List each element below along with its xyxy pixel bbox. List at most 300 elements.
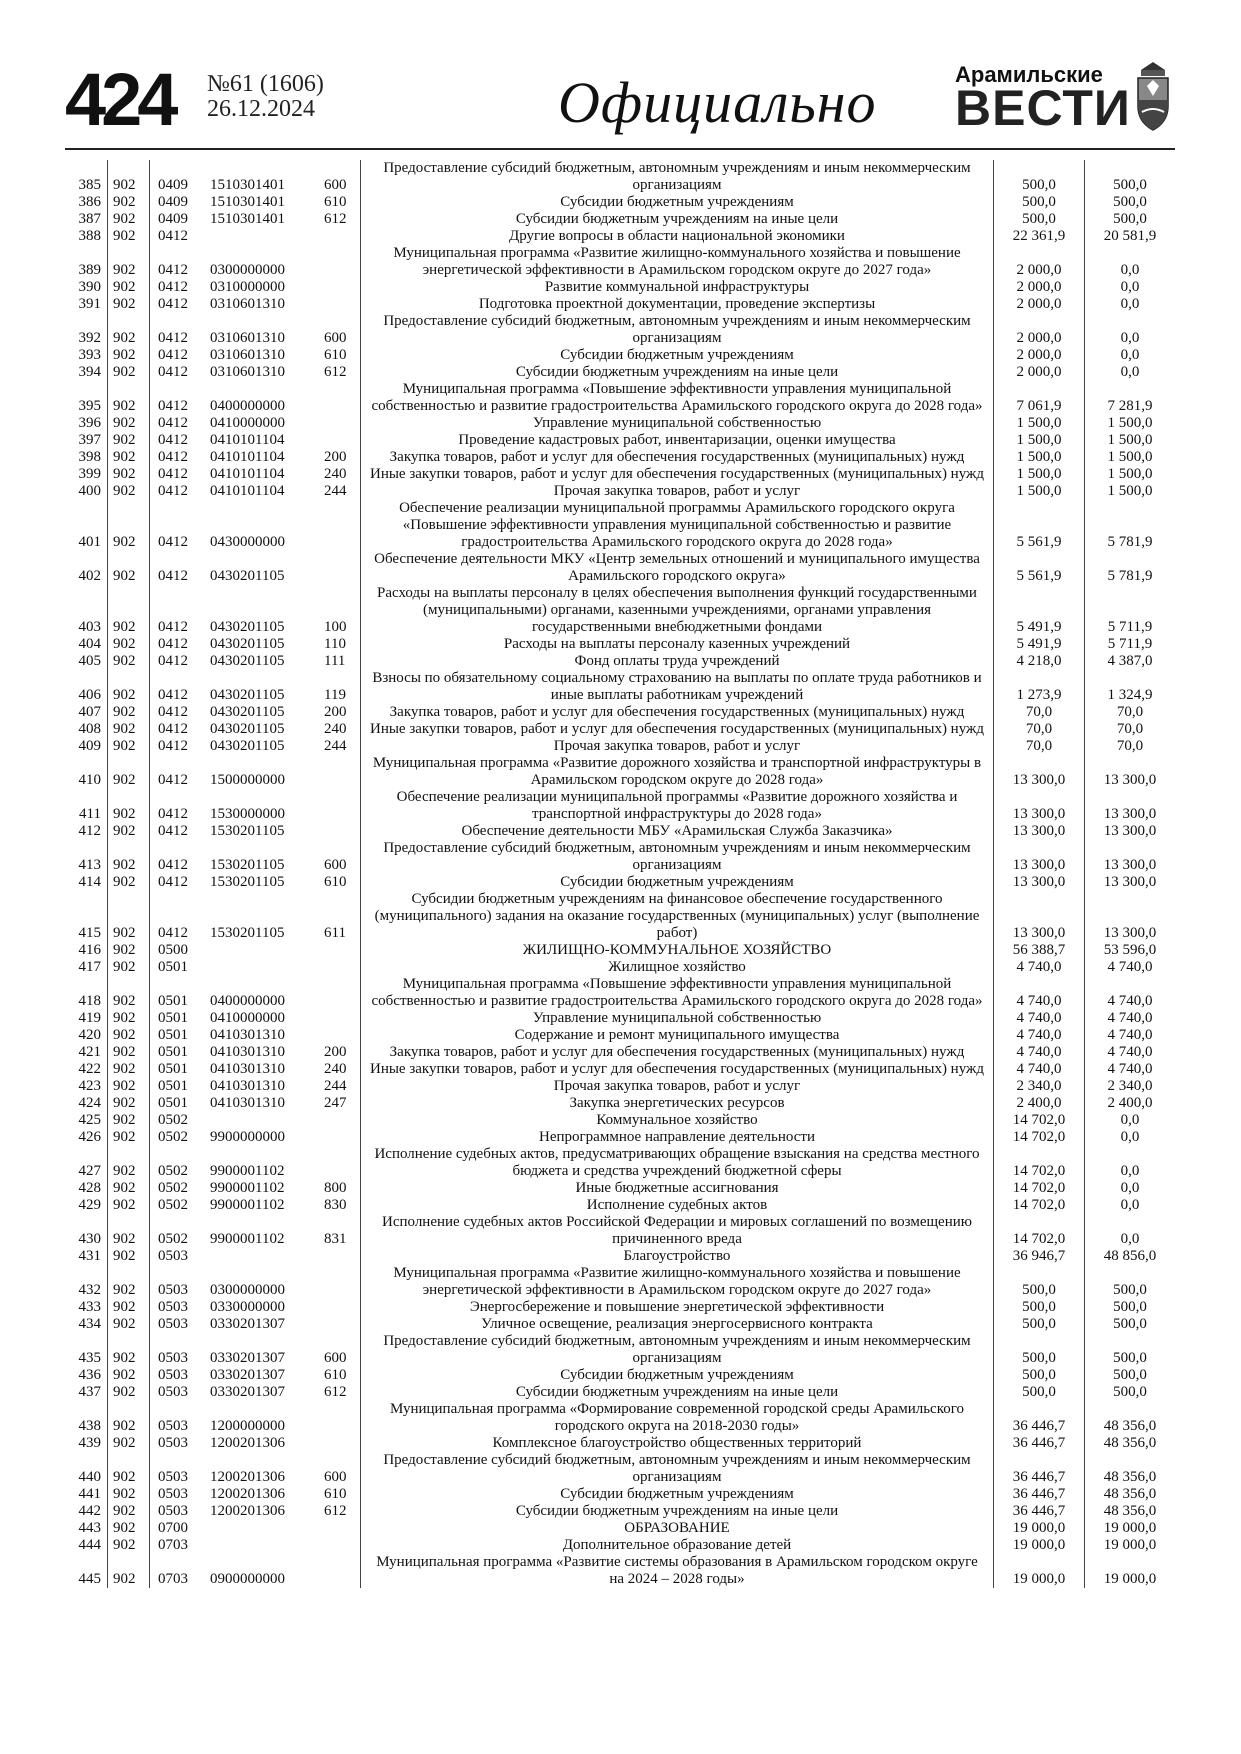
row-number: 392 [65, 313, 108, 347]
table-row [65, 1503, 1175, 1520]
expense-type-code [320, 1520, 361, 1537]
row-number: 442 [65, 1503, 108, 1520]
amount-2027: 4 740,0 [1107, 1061, 1153, 1077]
amount-2027: 4 740,0 [1107, 993, 1153, 1009]
section-code: 0502 [158, 1180, 188, 1196]
amount-2026: 5 491,9 [994, 585, 1085, 636]
section-code: 0412 [158, 466, 188, 482]
row-number: 405 [65, 653, 108, 670]
item-name: Субсидии бюджетным учреждениям [361, 194, 994, 211]
amount-2027: 70,0 [1116, 738, 1144, 754]
table-row [65, 1248, 1175, 1265]
expense-type-code: 610 [320, 347, 361, 364]
table-row [65, 296, 1175, 313]
section-code: 0412 [158, 415, 188, 431]
item-name: ОБРАЗОВАНИЕ [361, 1520, 994, 1537]
gr-code: 902 [108, 160, 150, 194]
amount-2027: 5 781,9 [1107, 534, 1153, 550]
target-code: 1200201306 [210, 1503, 285, 1519]
expense-type-code: 240 [320, 1061, 361, 1078]
section-code: 0502 [158, 1197, 188, 1213]
section-code: 0503 [158, 1316, 188, 1332]
amount-2026: 500,0 [994, 160, 1085, 194]
issue-number: №61 (1606) [207, 71, 324, 97]
item-name: Муниципальная программа «Развитие дорожного хозяйства и транспортной инфраструктуры в Арамильском городском округе до 2028 года» [361, 755, 994, 789]
item-name: Дополнительное образование детей [361, 1537, 994, 1554]
item-name: Субсидии бюджетным учреждениям [361, 347, 994, 364]
section-code: 0409 [158, 194, 188, 210]
amount-2026: 2 000,0 [994, 245, 1085, 279]
gr-code: 902 [108, 1384, 150, 1401]
table-row [65, 500, 1175, 551]
gr-code: 902 [108, 449, 150, 466]
item-name: ЖИЛИЩНО-КОММУНАЛЬНОЕ ХОЗЯЙСТВО [361, 942, 994, 959]
row-number: 431 [65, 1248, 108, 1265]
gr-code: 902 [108, 636, 150, 653]
expense-type-code: 831 [320, 1214, 361, 1248]
row-number: 406 [65, 670, 108, 704]
amount-2027: 48 356,0 [1103, 1418, 1157, 1434]
amount-2026: 500,0 [994, 1265, 1085, 1299]
row-number: 408 [65, 721, 108, 738]
section-code: 0501 [158, 1095, 188, 1111]
item-name: Уличное освещение, реализация энергосервисного контракта [361, 1316, 994, 1333]
table-row [65, 1384, 1175, 1401]
expense-type-code [320, 823, 361, 840]
table-row [65, 1537, 1175, 1554]
expense-type-code: 612 [320, 364, 361, 381]
expense-type-code: 612 [320, 1503, 361, 1520]
amount-2027: 4 740,0 [1107, 1027, 1153, 1043]
row-number: 390 [65, 279, 108, 296]
amount-2027: 500,0 [1113, 1282, 1147, 1298]
expense-type-code: 610 [320, 1367, 361, 1384]
row-number: 418 [65, 976, 108, 1010]
amount-2027: 4 740,0 [1107, 959, 1153, 975]
gr-code: 902 [108, 1027, 150, 1044]
row-number: 395 [65, 381, 108, 415]
target-code: 0430201105 [210, 653, 285, 669]
table-row [65, 1435, 1175, 1452]
table-row [65, 381, 1175, 415]
item-name: Муниципальная программа «Повышение эффективности управления муниципальной собственностью и развитие градостроительства Арамильского городского округа до 2028 года» [361, 381, 994, 415]
section-code: 0412 [158, 874, 188, 890]
gr-code: 902 [108, 245, 150, 279]
expense-type-code: 240 [320, 721, 361, 738]
gr-code: 902 [108, 840, 150, 874]
item-name: Проведение кадастровых работ, инвентаризации, оценки имущества [361, 432, 994, 449]
item-name: Непрограммное направление деятельности [361, 1129, 994, 1146]
section-code: 0503 [158, 1486, 188, 1502]
amount-2027: 0,0 [1120, 364, 1140, 380]
section-code: 0412 [158, 772, 188, 788]
amount-2026: 70,0 [994, 721, 1085, 738]
item-name: Закупка товаров, работ и услуг для обеспечения государственных (муниципальных) нужд [361, 704, 994, 721]
amount-2026: 500,0 [994, 211, 1085, 228]
row-number: 422 [65, 1061, 108, 1078]
table-row [65, 636, 1175, 653]
amount-2027: 4 740,0 [1107, 1010, 1153, 1026]
amount-2027: 70,0 [1116, 721, 1144, 737]
amount-2026: 13 300,0 [994, 755, 1085, 789]
table-row [65, 721, 1175, 738]
amount-2027: 48 856,0 [1103, 1248, 1157, 1264]
item-name: Предоставление субсидий бюджетным, автономным учреждениям и иным некоммерческим организациям [361, 1333, 994, 1367]
amount-2026: 14 702,0 [994, 1180, 1085, 1197]
gr-code: 902 [108, 432, 150, 449]
row-number: 401 [65, 500, 108, 551]
item-name: Субсидии бюджетным учреждениям на иные цели [361, 1503, 994, 1520]
gr-code: 902 [108, 500, 150, 551]
table-row [65, 959, 1175, 976]
section-code: 0412 [158, 347, 188, 363]
expense-type-code: 119 [320, 670, 361, 704]
expense-type-code [320, 1537, 361, 1554]
target-code: 0330201307 [210, 1367, 285, 1383]
amount-2027: 48 356,0 [1103, 1486, 1157, 1502]
gr-code: 902 [108, 483, 150, 500]
item-name: Закупка товаров, работ и услуг для обеспечения государственных (муниципальных) нужд [361, 1044, 994, 1061]
item-name: Взносы по обязательному социальному страхованию на выплаты по оплате труда работников и иные выплаты работникам учреждений [361, 670, 994, 704]
target-code: 1530201105 [210, 823, 285, 839]
gr-code: 902 [108, 1367, 150, 1384]
amount-2027: 19 000,0 [1103, 1520, 1157, 1536]
amount-2026: 5 491,9 [994, 636, 1085, 653]
section-code: 0501 [158, 1044, 188, 1060]
gr-code: 902 [108, 1486, 150, 1503]
target-code: 0410301310 [210, 1078, 285, 1094]
section-code: 0502 [158, 1112, 188, 1128]
amount-2026: 2 340,0 [994, 1078, 1085, 1095]
amount-2026: 4 740,0 [994, 976, 1085, 1010]
table-row [65, 891, 1175, 942]
issue-date: 26.12.2024 [207, 96, 315, 122]
expense-type-code: 610 [320, 1486, 361, 1503]
section-code: 0412 [158, 398, 188, 414]
section-code: 0700 [158, 1520, 188, 1536]
amount-2026: 19 000,0 [994, 1537, 1085, 1554]
gr-code: 902 [108, 1503, 150, 1520]
item-name: Закупка энергетических ресурсов [361, 1095, 994, 1112]
expense-type-code [320, 1112, 361, 1129]
expense-type-code [320, 976, 361, 1010]
table-row [65, 415, 1175, 432]
target-code: 1530000000 [210, 806, 285, 822]
expense-type-code [320, 789, 361, 823]
table-row [65, 1197, 1175, 1214]
section-code: 0412 [158, 483, 188, 499]
gr-code: 902 [108, 891, 150, 942]
expense-type-code [320, 296, 361, 313]
gr-code: 902 [108, 1316, 150, 1333]
item-name: Управление муниципальной собственностью [361, 1010, 994, 1027]
amount-2027: 19 000,0 [1103, 1571, 1157, 1587]
expense-type-code: 100 [320, 585, 361, 636]
gr-code: 902 [108, 228, 150, 245]
amount-2027: 13 300,0 [1103, 806, 1157, 822]
section-code: 0503 [158, 1350, 188, 1366]
target-code [206, 228, 320, 245]
target-code: 9900001102 [210, 1231, 285, 1247]
section-code: 0412 [158, 857, 188, 873]
table-row [65, 194, 1175, 211]
target-code: 9900001102 [210, 1180, 285, 1196]
section-code: 0503 [158, 1248, 188, 1264]
row-number: 426 [65, 1129, 108, 1146]
expense-type-code [320, 1248, 361, 1265]
amount-2027: 0,0 [1120, 262, 1140, 278]
gr-code: 902 [108, 874, 150, 891]
amount-2027: 13 300,0 [1103, 857, 1157, 873]
amount-2027: 500,0 [1113, 1316, 1147, 1332]
section-code: 0412 [158, 721, 188, 737]
amount-2026: 4 740,0 [994, 1027, 1085, 1044]
row-number: 420 [65, 1027, 108, 1044]
amount-2026: 1 500,0 [994, 432, 1085, 449]
expense-type-code [320, 959, 361, 976]
row-number: 391 [65, 296, 108, 313]
target-code: 0310601310 [210, 330, 285, 346]
expense-type-code: 244 [320, 738, 361, 755]
target-code: 0410101104 [210, 432, 285, 448]
amount-2026: 1 500,0 [994, 415, 1085, 432]
expense-type-code: 200 [320, 449, 361, 466]
item-name: Обеспечение деятельности МБУ «Арамильская Служба Заказчика» [361, 823, 994, 840]
item-name: Управление муниципальной собственностью [361, 415, 994, 432]
expense-type-code: 800 [320, 1180, 361, 1197]
expense-type-code [320, 1554, 361, 1588]
amount-2026: 36 446,7 [994, 1435, 1085, 1452]
page-number: 424 [65, 58, 174, 141]
expense-type-code [320, 1316, 361, 1333]
amount-2026: 5 561,9 [994, 500, 1085, 551]
amount-2026: 500,0 [994, 1367, 1085, 1384]
expense-type-code [320, 1435, 361, 1452]
expense-type-code: 244 [320, 483, 361, 500]
gr-code: 902 [108, 279, 150, 296]
item-name: Муниципальная программа «Повышение эффективности управления муниципальной собственностью и развитие градостроительства Арамильского городского округа до 2028 года» [361, 976, 994, 1010]
section-code: 0500 [158, 942, 188, 958]
row-number: 423 [65, 1078, 108, 1095]
target-code [206, 1112, 320, 1129]
target-code: 9900001102 [210, 1163, 285, 1179]
item-name: Обеспечение реализации муниципальной программы Арамильского городского округа «Повышение эффективности управления муниципальной собственностью и развитие градостроительства Арамильского городского округа до 2028 года» [361, 500, 994, 551]
amount-2027: 1 500,0 [1107, 432, 1153, 448]
section-code: 0501 [158, 1010, 188, 1026]
gr-code: 902 [108, 704, 150, 721]
section-code: 0501 [158, 993, 188, 1009]
table-row [65, 483, 1175, 500]
table-row [65, 551, 1175, 585]
table-row [65, 1146, 1175, 1180]
amount-2026: 4 740,0 [994, 1044, 1085, 1061]
row-number: 425 [65, 1112, 108, 1129]
item-name: Муниципальная программа «Развитие системы образования в Арамильском городском округе на 2024 – 2028 годы» [361, 1554, 994, 1588]
amount-2026: 2 000,0 [994, 313, 1085, 347]
item-name: Муниципальная программа «Развитие жилищно-коммунального хозяйства и повышение энергетической эффективности в Арамильском городском округе до 2027 года» [361, 1265, 994, 1299]
amount-2027: 0,0 [1120, 330, 1140, 346]
gr-code: 902 [108, 653, 150, 670]
section-code: 0412 [158, 687, 188, 703]
target-code: 0400000000 [210, 993, 285, 1009]
gr-code: 902 [108, 1265, 150, 1299]
expense-type-code: 111 [320, 653, 361, 670]
row-number: 440 [65, 1452, 108, 1486]
amount-2026: 1 273,9 [994, 670, 1085, 704]
item-name: Субсидии бюджетным учреждениям на финансовое обеспечение государственного (муниципального) задания на оказание государственных (муниципальных) услуг (выполнение работ) [361, 891, 994, 942]
table-row [65, 160, 1175, 194]
row-number: 419 [65, 1010, 108, 1027]
amount-2026: 13 300,0 [994, 874, 1085, 891]
table-row [65, 1299, 1175, 1316]
gr-code: 902 [108, 1554, 150, 1588]
gr-code: 902 [108, 789, 150, 823]
amount-2027: 1 500,0 [1107, 466, 1153, 482]
target-code: 9900001102 [210, 1197, 285, 1213]
table-row [65, 738, 1175, 755]
section-code: 0703 [158, 1571, 188, 1587]
amount-2027: 0,0 [1120, 279, 1140, 295]
target-code: 1510301401 [210, 194, 285, 210]
gr-code: 902 [108, 551, 150, 585]
target-code: 0410000000 [210, 1010, 285, 1026]
gr-code: 902 [108, 381, 150, 415]
row-number: 427 [65, 1146, 108, 1180]
item-name: Субсидии бюджетным учреждениям [361, 1367, 994, 1384]
section-code: 0412 [158, 925, 188, 941]
table-row [65, 1214, 1175, 1248]
amount-2027: 5 781,9 [1107, 568, 1153, 584]
amount-2026: 500,0 [994, 194, 1085, 211]
item-name: Субсидии бюджетным учреждениям на иные цели [361, 1384, 994, 1401]
item-name: Субсидии бюджетным учреждениям [361, 1486, 994, 1503]
table-row [65, 976, 1175, 1010]
amount-2026: 36 446,7 [994, 1486, 1085, 1503]
section-code: 0503 [158, 1469, 188, 1485]
item-name: Субсидии бюджетным учреждениям на иные цели [361, 364, 994, 381]
expense-type-code: 612 [320, 211, 361, 228]
table-row [65, 1061, 1175, 1078]
expense-type-code [320, 279, 361, 296]
amount-2026: 1 500,0 [994, 466, 1085, 483]
section-code: 0412 [158, 823, 188, 839]
target-code: 1530201105 [210, 857, 285, 873]
amount-2026: 4 740,0 [994, 1010, 1085, 1027]
amount-2026: 13 300,0 [994, 789, 1085, 823]
table-row [65, 1095, 1175, 1112]
amount-2027: 500,0 [1113, 177, 1147, 193]
table-row [65, 1401, 1175, 1435]
expense-type-code [320, 245, 361, 279]
table-row [65, 1112, 1175, 1129]
item-name: Другие вопросы в области национальной экономики [361, 228, 994, 245]
table-row [65, 1486, 1175, 1503]
table-row [65, 1010, 1175, 1027]
target-code: 1530201105 [210, 925, 285, 941]
section-title: Официально [558, 70, 877, 135]
section-code: 0412 [158, 619, 188, 635]
table-row [65, 211, 1175, 228]
target-code: 0410301310 [210, 1061, 285, 1077]
item-name: Исполнение судебных актов [361, 1197, 994, 1214]
gr-code: 902 [108, 1095, 150, 1112]
table-row [65, 755, 1175, 789]
budget-table-body [65, 160, 1175, 1588]
expense-type-code: 600 [320, 1452, 361, 1486]
amount-2027: 0,0 [1120, 1197, 1140, 1213]
section-code: 0412 [158, 806, 188, 822]
row-number: 443 [65, 1520, 108, 1537]
target-code: 0900000000 [210, 1571, 285, 1587]
gr-code: 902 [108, 1333, 150, 1367]
item-name: Благоустройство [361, 1248, 994, 1265]
section-code: 0412 [158, 330, 188, 346]
table-row [65, 789, 1175, 823]
target-code: 0410101104 [210, 449, 285, 465]
expense-type-code [320, 551, 361, 585]
expense-type-code: 600 [320, 1333, 361, 1367]
item-name: Предоставление субсидий бюджетным, автономным учреждениям и иным некоммерческим организациям [361, 313, 994, 347]
table-row [65, 228, 1175, 245]
expense-type-code [320, 755, 361, 789]
amount-2026: 14 702,0 [994, 1214, 1085, 1248]
target-code: 0410101104 [210, 466, 285, 482]
expense-type-code: 200 [320, 704, 361, 721]
row-number: 417 [65, 959, 108, 976]
amount-2026: 19 000,0 [994, 1520, 1085, 1537]
amount-2027: 13 300,0 [1103, 874, 1157, 890]
target-code: 1200201306 [210, 1469, 285, 1485]
item-name: Закупка товаров, работ и услуг для обеспечения государственных (муниципальных) нужд [361, 449, 994, 466]
gr-code: 902 [108, 1129, 150, 1146]
item-name: Обеспечение деятельности МКУ «Центр земельных отношений и муниципального имущества Арамильского городского округа» [361, 551, 994, 585]
section-code: 0503 [158, 1299, 188, 1315]
section-code: 0409 [158, 177, 188, 193]
expense-type-code: 830 [320, 1197, 361, 1214]
amount-2027: 20 581,9 [1103, 228, 1157, 244]
target-code [206, 1248, 320, 1265]
row-number: 398 [65, 449, 108, 466]
gr-code: 902 [108, 1197, 150, 1214]
amount-2026: 1 500,0 [994, 449, 1085, 466]
amount-2026: 36 446,7 [994, 1503, 1085, 1520]
gr-code: 902 [108, 942, 150, 959]
amount-2027: 0,0 [1120, 1231, 1140, 1247]
amount-2026: 2 000,0 [994, 296, 1085, 313]
target-code: 0430201105 [210, 721, 285, 737]
table-row [65, 1554, 1175, 1588]
table-row [65, 466, 1175, 483]
section-code: 0412 [158, 568, 188, 584]
expense-type-code [320, 1299, 361, 1316]
target-code: 1510301401 [210, 177, 285, 193]
table-row [65, 347, 1175, 364]
section-code: 0412 [158, 534, 188, 550]
amount-2026: 36 946,7 [994, 1248, 1085, 1265]
section-code: 0412 [158, 296, 188, 312]
table-row [65, 874, 1175, 891]
amount-2027: 13 300,0 [1103, 925, 1157, 941]
table-row [65, 1044, 1175, 1061]
amount-2026: 19 000,0 [994, 1554, 1085, 1588]
item-name: Исполнение судебных актов, предусматривающих обращение взыскания на средства местного бюджета и средства учреждений бюджетной сферы [361, 1146, 994, 1180]
item-name: Коммунальное хозяйство [361, 1112, 994, 1129]
section-code: 0409 [158, 211, 188, 227]
row-number: 386 [65, 194, 108, 211]
table-row [65, 1367, 1175, 1384]
target-code: 0300000000 [210, 262, 285, 278]
expense-type-code: 110 [320, 636, 361, 653]
